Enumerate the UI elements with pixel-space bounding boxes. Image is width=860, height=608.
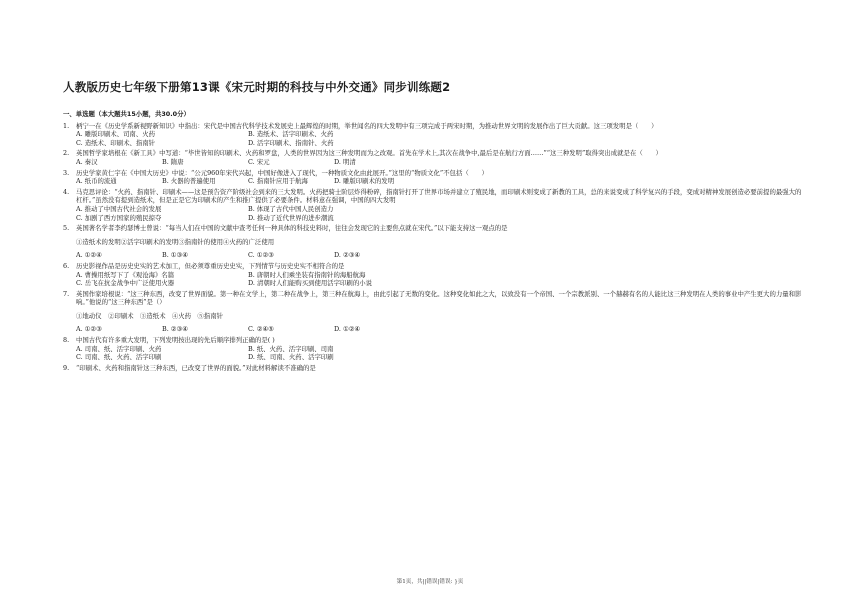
question-number: 2. bbox=[63, 149, 70, 158]
question-text: 英国作家培根说：“这三种东西，改变了世界面貌。第一种在文学上，第二种在战争上，第三种在航海上，由此引起了无数的变化。这种变化如此之大，以致没有一个帝国、一个宗教派别、一个赫赫有名的人能比这三种发明在人类的事业中产生更大的力量和影响。”他说的“这三种东西”是（） bbox=[76, 289, 802, 307]
answer-option: D. 活字印刷术、指南针、火药 bbox=[248, 138, 334, 147]
question-stem bbox=[63, 149, 803, 158]
answer-option: D. 雕版印刷术的发明 bbox=[334, 177, 395, 186]
answer-options bbox=[76, 205, 803, 222]
question-number: 3. bbox=[63, 168, 70, 177]
answer-options bbox=[76, 130, 803, 147]
question-stem bbox=[63, 290, 803, 307]
answer-option: A. 司南、纸、活字印刷、火药 bbox=[76, 344, 162, 353]
question-number: 8. bbox=[63, 336, 70, 345]
question-5 bbox=[63, 224, 803, 260]
answer-options bbox=[76, 177, 803, 186]
answer-option: B. 隋唐 bbox=[162, 157, 184, 166]
answer-option: D. ②③④ bbox=[334, 251, 361, 260]
page-title: 人教版历史七年级下册第13课《宋元时期的科技与中外交通》同步训练题2 bbox=[63, 80, 451, 94]
question-stem bbox=[63, 224, 803, 233]
answer-option: B. 火器的普遍使用 bbox=[162, 177, 216, 186]
page-footer: 第1页，共||错误|错误: }页 bbox=[396, 579, 464, 585]
question-material: ①地动仪 ②印刷术 ③造纸术 ④火药 ⑤指南针 bbox=[76, 311, 223, 320]
question-9 bbox=[63, 364, 803, 373]
answer-option: A. 雕版印刷术、司南、火药 bbox=[76, 130, 155, 139]
answer-option: C. 宋元 bbox=[248, 157, 270, 166]
answer-option: C. 造纸术、印刷术、指南针 bbox=[76, 138, 156, 147]
answer-options bbox=[76, 271, 803, 288]
question-text: 中国古代有许多重大发明，下列发明按出现的先后顺序排列正确的是( ) bbox=[76, 336, 275, 345]
answer-options bbox=[76, 251, 803, 260]
question-stem bbox=[63, 336, 803, 345]
question-text: 历史影视作品是历史史实的艺术加工，但必须尊重历史史实，下列情节与历史史实不相符合的是 bbox=[76, 261, 345, 270]
answer-option: A. 推动了中国古代社会的发展 bbox=[76, 204, 162, 213]
question-text: 英国哲学家培根在《新工具》中写道：“毕世皆知的印刷术、火药和罗盘，人类的世界因为这三种发明而为之改观。首先在学术上,其次在战争中,最后是在航行方面……”“这三种发明”取得突出成就是在（ ） bbox=[76, 149, 662, 158]
answer-option: B. ①③④ bbox=[162, 251, 188, 260]
question-number: 9. bbox=[63, 363, 70, 372]
question-8 bbox=[63, 336, 803, 362]
answer-option: C. 司南、纸、火药、活字印刷 bbox=[76, 353, 162, 362]
answer-option: A. 秦汉 bbox=[76, 157, 98, 166]
question-stem bbox=[63, 169, 803, 178]
question-text: 历史学家黄仁宇在《中国大历史》中说：“公元960年宋代兴起，中国好像进入了现代，一种物质文化由此展开。”这里的“物质文化”不包括（ ） bbox=[76, 168, 488, 177]
answer-option: D. 纸、司南、火药、活字印刷 bbox=[248, 353, 334, 362]
answer-option: C. 岳飞在抗金战争中广泛使用火器 bbox=[76, 279, 175, 288]
question-3 bbox=[63, 169, 803, 186]
question-stem bbox=[63, 188, 803, 205]
question-stem bbox=[63, 122, 803, 131]
answer-option: C. 指南针应用于航海 bbox=[248, 177, 308, 186]
answer-option: D. 明清 bbox=[334, 157, 356, 166]
question-material: ①造纸术的发明②活字印刷术的发明③指南针的使用④火药的广泛使用 bbox=[76, 237, 275, 246]
question-text: 马克思评论：“火药、指南针、印刷术——这是预告资产阶级社会到来的三大发明。火药把骑士阶层炸得粉碎，指南针打开了世界市场并建立了殖民地，而印刷术则变成了新教的工具，总的来说变成了科学复兴的手段，变成对精神发展创造必要前提的最强大的杠杆。”虽然没有提到造纸术，但是正是它为印刷术的产生和推广提供了必要条件。材料意在强调，中国的四大发明 bbox=[76, 187, 802, 205]
question-6 bbox=[63, 262, 803, 288]
question-2 bbox=[63, 149, 803, 166]
question-list bbox=[63, 110, 803, 372]
answer-option: A. ①②③ bbox=[76, 325, 102, 334]
question-stem bbox=[63, 364, 803, 373]
answer-option: C. ①②③ bbox=[248, 251, 274, 260]
section-heading: 一、单选题（本大题共15小题，共30.0分） bbox=[63, 110, 190, 118]
answer-option: C. ②④⑤ bbox=[248, 325, 274, 334]
answer-options bbox=[76, 158, 803, 167]
answer-option: B. 唐朝时人们乘坐装有指南针的海船航海 bbox=[248, 270, 366, 279]
answer-option: A. 纸币的流通 bbox=[76, 177, 117, 186]
answer-option: B. ②③④ bbox=[162, 325, 188, 334]
question-1 bbox=[63, 122, 803, 148]
question-4 bbox=[63, 188, 803, 222]
answer-option: B. 体现了古代中国人民创造力 bbox=[248, 204, 334, 213]
question-text: 柄宁一在《历史学系新视野新知识》中指出：宋代是中国古代科学技术发展史上最辉煌的时期，举世闻名的四大发明中有三项完成于两宋时期，为推动世界文明的发展作出了巨大贡献。这三项发明是（ ） bbox=[76, 121, 658, 130]
answer-options bbox=[76, 325, 803, 334]
questions-container bbox=[63, 122, 803, 373]
answer-option: D. 推动了近代世界的进步潮流 bbox=[248, 213, 334, 222]
answer-option: B. 造纸术、活字印刷术、火药 bbox=[248, 130, 334, 139]
answer-option: A. 曹操用纸写下了《观沧海》名篇 bbox=[76, 270, 175, 279]
question-number: 5. bbox=[63, 224, 70, 233]
answer-option: A. ①②④ bbox=[76, 251, 102, 260]
question-stem bbox=[63, 262, 803, 271]
question-text: 英国著名学者李约瑟博士曾说：“每当人们在中国的文献中查考任何一种具体的科技史料时，往往会发现它的主要焦点就在宋代。”以下能支持这一观点的是 bbox=[76, 224, 508, 233]
question-number: 4. bbox=[63, 187, 70, 196]
answer-option: D. 清朝时人们能购买到使用活字印刷的小说 bbox=[248, 279, 372, 288]
answer-option: D. ①②④ bbox=[334, 325, 361, 334]
question-text: “印刷术、火药和指南针这三种东西，已改变了世界的面貌。”对此材料解读不准确的是 bbox=[76, 363, 316, 372]
question-number: 1. bbox=[63, 121, 70, 130]
question-number: 6. bbox=[63, 261, 70, 270]
question-7 bbox=[63, 290, 803, 334]
answer-option: B. 纸、火药、活字印刷、司南 bbox=[248, 344, 334, 353]
question-number: 7. bbox=[63, 289, 70, 298]
answer-option: C. 加剧了西方国家的殖民掠夺 bbox=[76, 213, 162, 222]
answer-options bbox=[76, 345, 803, 362]
